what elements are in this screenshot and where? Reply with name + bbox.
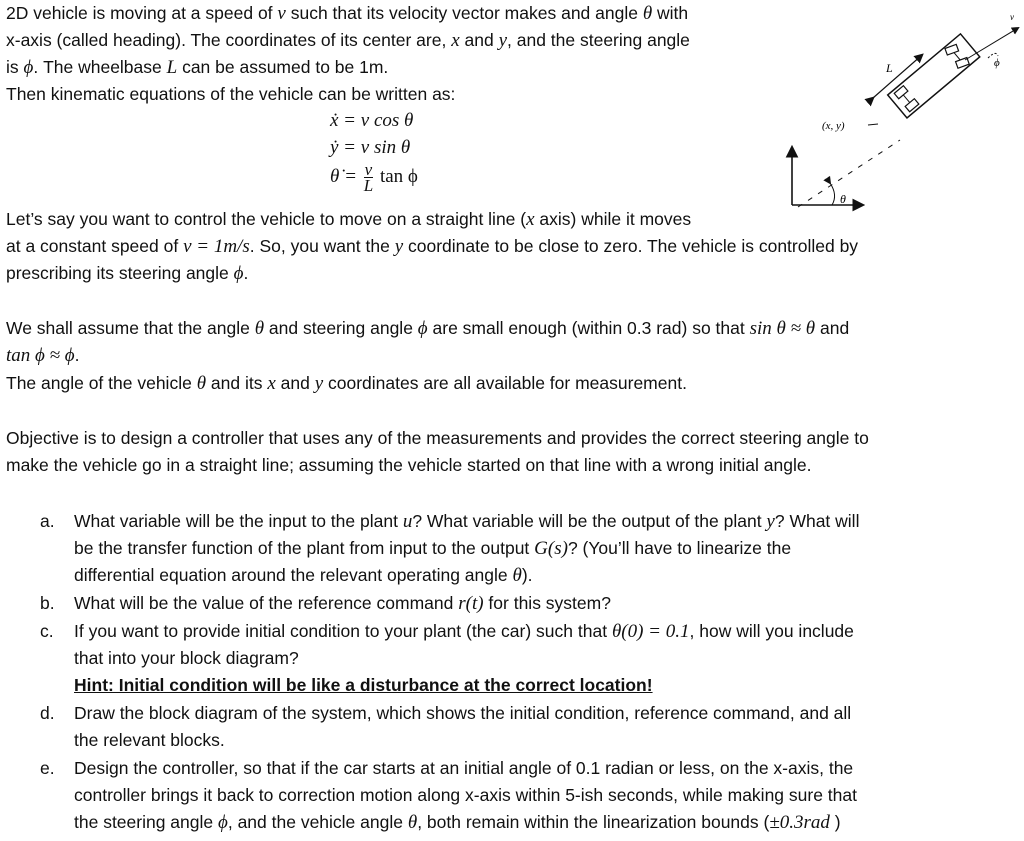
- equation-ydot: ẏ = v sin θ: [330, 137, 411, 158]
- para4-line-2: make the vehicle go in a straight line; assuming the vehicle started on that line with a wrong initial angle.: [6, 455, 812, 475]
- intro-line-2: x-axis (called heading). The coordinates of its center are, x and y, and the steering angle: [6, 30, 690, 51]
- equation-fraction: $\frac{v}{L}$: [363, 160, 374, 195]
- label-theta: θ: [840, 192, 846, 206]
- para4-line-1: Objective is to design a controller that uses any of the measurements and provides the correct steering angle to: [6, 428, 869, 448]
- intro-line-3: is ϕ. The wheelbase L can be assumed to be 1m.: [6, 57, 389, 78]
- intro-line-4: Then kinematic equations of the vehicle can be written as:: [6, 84, 456, 104]
- equation-xdot: ẋ = v cos θ: [330, 110, 414, 131]
- theta-arc: [830, 183, 835, 205]
- equation-thetadot: θ̇ = $\frac{v}{L}$ tan ϕ: [330, 160, 418, 195]
- para3-line-1: We shall assume that the angle θ and steering angle ϕ are small enough (within 0.3 rad) so that sin θ ≈ θ and: [6, 318, 850, 339]
- vehicle-diagram: [770, 0, 1024, 225]
- label-xy: (x, y): [822, 120, 845, 132]
- label-phi: ϕ: [994, 57, 1000, 69]
- wheelbase-arrow: [873, 55, 922, 98]
- intro-line-1: 2D vehicle is moving at a speed of v such that its velocity vector makes and angle θ with: [6, 3, 689, 24]
- label-v: v: [1010, 12, 1014, 22]
- heading-dashed-line: [798, 140, 900, 207]
- label-L: L: [886, 61, 893, 75]
- para3-line-2: tan ϕ ≈ ϕ.: [6, 345, 80, 366]
- car-body: [888, 34, 980, 118]
- para2-line-2: at a constant speed of v = 1m/s. So, you want the y coordinate to be close to zero. The vehicle is controlled by: [6, 236, 859, 257]
- para2-line-1: Let’s say you want to control the vehicle to move on a straight line (x axis) while it moves: [6, 209, 692, 230]
- para2-line-3: prescribing its steering angle ϕ.: [6, 263, 249, 284]
- para3-line-3: The angle of the vehicle θ and its x and y coordinates are all available for measurement.: [6, 373, 687, 394]
- xy-pointer: [868, 124, 878, 125]
